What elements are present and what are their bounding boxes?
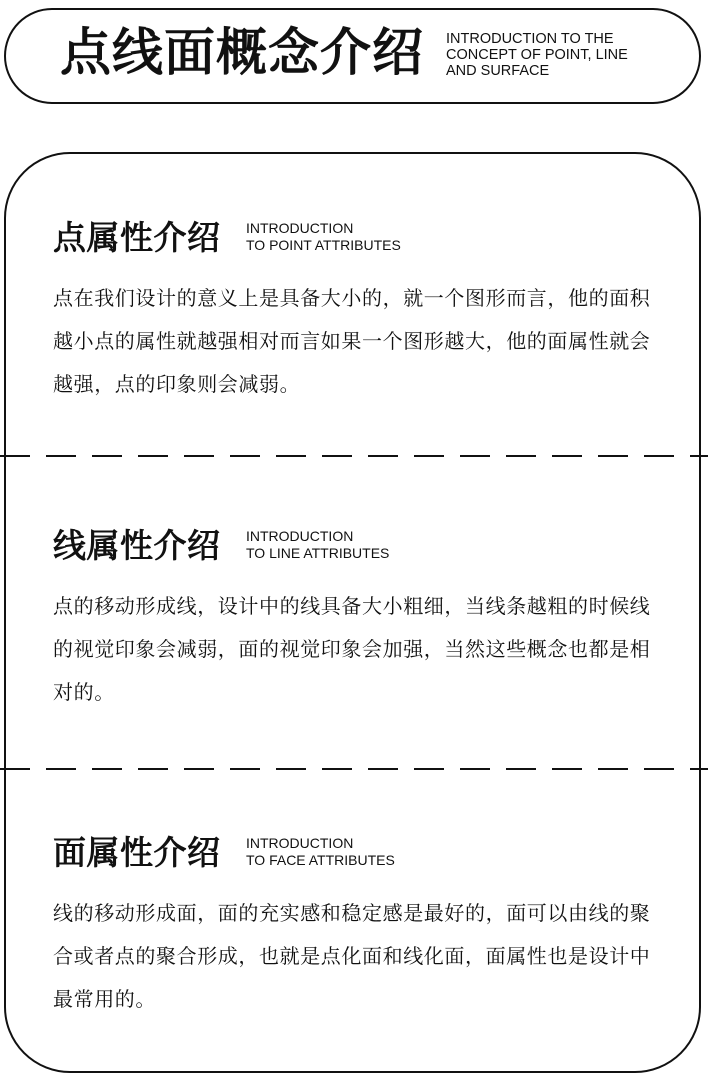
section-subtitle-line: TO POINT ATTRIBUTES xyxy=(246,237,401,253)
section-surface xyxy=(53,833,673,1021)
section-body: 点在我们设计的意义上是具备大小的，就一个图形而言，他的面积越小点的属性就越强相对而言如果一个图形越大，他的面属性就会越强，点的印象则会减弱。 xyxy=(53,286,651,396)
section-title: 线属性介绍 xyxy=(53,526,221,565)
page-subtitle-line: INTRODUCTION TO THE xyxy=(446,31,614,47)
page-subtitle-line: AND SURFACE xyxy=(446,63,550,79)
section-header xyxy=(53,526,673,566)
section-subtitle-line: INTRODUCTION xyxy=(246,220,354,236)
section-subtitle-line: INTRODUCTION xyxy=(246,835,354,851)
page-subtitle-line: CONCEPT OF POINT, LINE xyxy=(446,47,628,63)
section-subtitle xyxy=(246,835,395,869)
section-point xyxy=(53,218,673,406)
section-divider xyxy=(0,768,708,770)
section-divider xyxy=(0,455,708,457)
section-header xyxy=(53,833,673,873)
section-subtitle-line: TO FACE ATTRIBUTES xyxy=(246,852,395,868)
section-line xyxy=(53,526,673,714)
section-title: 面属性介绍 xyxy=(53,833,221,872)
page-subtitle xyxy=(446,31,686,79)
section-subtitle xyxy=(246,528,389,562)
section-body: 点的移动形成线，设计中的线具备大小粗细，当线条越粗的时候线的视觉印象会减弱，面的视觉印象会加强，当然这些概念也都是相对的。 xyxy=(53,594,651,704)
section-title: 点属性介绍 xyxy=(53,218,221,257)
section-subtitle xyxy=(246,220,401,254)
section-subtitle-line: INTRODUCTION xyxy=(246,528,354,544)
section-body: 线的移动形成面，面的充实感和稳定感是最好的，面可以由线的聚合或者点的聚合形成，也就是点化面和线化面，面属性也是设计中最常用的。 xyxy=(53,901,651,1011)
section-header xyxy=(53,218,673,258)
page-title: 点线面概念介绍 xyxy=(60,24,425,83)
section-subtitle-line: TO LINE ATTRIBUTES xyxy=(246,545,390,561)
